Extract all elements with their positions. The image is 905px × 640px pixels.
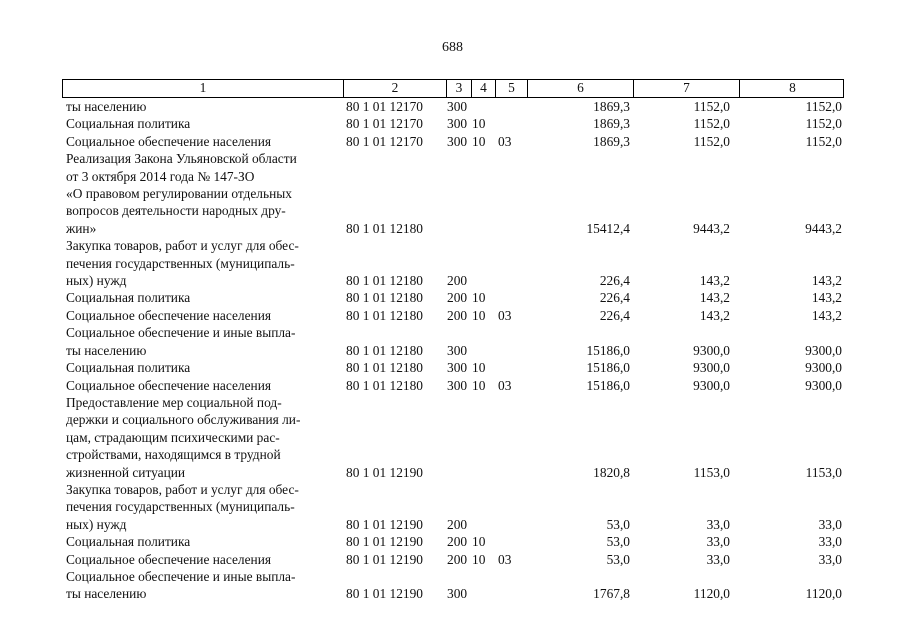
row-value-col8: 143,2 xyxy=(811,290,842,306)
table-row xyxy=(62,133,844,150)
row-name: ты населению xyxy=(66,99,147,114)
row-section: 10 xyxy=(472,551,486,567)
row-section: 10 xyxy=(472,307,486,323)
row-expense-type: 200 xyxy=(447,534,468,550)
table-row xyxy=(62,359,844,376)
header-col-1: 1 xyxy=(199,80,207,95)
row-value-col6: 15186,0 xyxy=(586,342,630,358)
table-row xyxy=(62,324,844,359)
row-name: Социальное обеспечение и иные выпла- ты населению xyxy=(66,568,296,602)
row-name: Социальная политика xyxy=(66,116,191,132)
header-col-8: 8 xyxy=(739,80,845,97)
row-name: Закупка товаров, работ и услуг для обес- печения государственных (муниципаль- ных) нужд xyxy=(66,238,299,289)
table-row xyxy=(62,377,844,394)
row-value-col6: 1820,8 xyxy=(593,464,630,480)
row-value-col7: 33,0 xyxy=(706,516,730,532)
row-name: Социальное обеспечение населения xyxy=(66,133,272,149)
header-col-6: 6 xyxy=(527,80,633,97)
row-value-col6: 53,0 xyxy=(606,516,630,532)
header-col-7: 7 xyxy=(633,80,739,97)
row-value-col8: 1120,0 xyxy=(805,586,842,602)
row-value-col8: 33,0 xyxy=(818,551,842,567)
header-col-4: 4 xyxy=(471,80,495,97)
row-section: 10 xyxy=(472,116,486,132)
budget-table xyxy=(62,79,844,603)
row-value-col6: 53,0 xyxy=(606,534,630,550)
row-expense-type: 200 xyxy=(447,273,468,289)
table-row xyxy=(62,307,844,324)
row-value-col7: 9443,2 xyxy=(693,220,730,236)
row-subsection: 03 xyxy=(498,307,512,323)
row-code: 80 1 01 12170 xyxy=(346,99,423,114)
row-expense-type: 300 xyxy=(447,360,468,376)
row-value-col7: 33,0 xyxy=(706,551,730,567)
row-code: 80 1 01 12190 xyxy=(346,586,423,602)
row-expense-type: 200 xyxy=(447,516,468,532)
row-value-col7: 9300,0 xyxy=(693,377,730,393)
table-row xyxy=(62,237,844,289)
row-code: 80 1 01 12190 xyxy=(346,464,423,480)
row-value-col8: 33,0 xyxy=(818,534,842,550)
row-name: Предоставление мер социальной под- держки и социального обслуживания ли- цам, страдающим психическими рас- стройствами, находящимся в трудной жизненной ситуации xyxy=(66,394,301,480)
row-subsection: 03 xyxy=(498,551,512,567)
row-code: 80 1 01 12180 xyxy=(346,307,423,323)
row-value-col8: 33,0 xyxy=(818,516,842,532)
row-section: 10 xyxy=(472,133,486,149)
row-section: 10 xyxy=(472,290,486,306)
row-value-col6: 226,4 xyxy=(599,273,630,289)
row-value-col7: 9300,0 xyxy=(693,342,730,358)
row-value-col6: 15412,4 xyxy=(586,220,630,236)
row-code: 80 1 01 12180 xyxy=(346,290,423,306)
row-code: 80 1 01 12180 xyxy=(346,342,423,358)
row-value-col7: 33,0 xyxy=(706,534,730,550)
row-value-col7: 143,2 xyxy=(699,273,730,289)
row-code: 80 1 01 12190 xyxy=(346,516,423,532)
table-row xyxy=(62,150,844,237)
row-subsection: 03 xyxy=(498,133,512,149)
row-value-col6: 226,4 xyxy=(599,290,630,306)
row-expense-type: 200 xyxy=(447,307,468,323)
row-value-col6: 1869,3 xyxy=(593,116,630,132)
row-value-col6: 15186,0 xyxy=(586,360,630,376)
table-row xyxy=(62,289,844,306)
row-value-col8: 9300,0 xyxy=(805,342,842,358)
table-row xyxy=(62,394,844,481)
row-value-col7: 143,2 xyxy=(699,307,730,323)
row-value-col6: 226,4 xyxy=(599,307,630,323)
row-value-col7: 1153,0 xyxy=(693,464,730,480)
table-row xyxy=(62,115,844,132)
row-expense-type: 300 xyxy=(447,99,468,114)
row-name: Социальная политика xyxy=(66,290,191,306)
row-value-col8: 9300,0 xyxy=(805,377,842,393)
row-value-col8: 1152,0 xyxy=(805,99,842,114)
row-value-col6: 15186,0 xyxy=(586,377,630,393)
row-expense-type: 300 xyxy=(447,133,468,149)
table-row xyxy=(62,551,844,568)
row-value-col6: 1767,8 xyxy=(593,586,630,602)
row-value-col7: 1152,0 xyxy=(693,133,730,149)
page-number: 688 xyxy=(442,40,463,55)
row-value-col8: 143,2 xyxy=(811,307,842,323)
row-name: Социальное обеспечение населения xyxy=(66,307,272,323)
row-value-col8: 9443,2 xyxy=(805,220,842,236)
row-value-col8: 1153,0 xyxy=(805,464,842,480)
row-value-col7: 143,2 xyxy=(699,290,730,306)
row-expense-type: 200 xyxy=(447,551,468,567)
row-section: 10 xyxy=(472,360,486,376)
header-col-5: 5 xyxy=(495,80,527,97)
header-col-3: 3 xyxy=(446,80,471,97)
row-name: Социальное обеспечение населения xyxy=(66,377,272,393)
row-value-col7: 1152,0 xyxy=(693,99,730,114)
row-subsection: 03 xyxy=(498,377,512,393)
row-expense-type: 300 xyxy=(447,586,468,602)
table-header xyxy=(62,79,844,98)
row-name: Социальное обеспечение и иные выпла- ты населению xyxy=(66,325,296,358)
row-code: 80 1 01 12170 xyxy=(346,116,423,132)
table-body xyxy=(62,98,844,603)
table-row xyxy=(62,98,844,115)
row-value-col7: 1152,0 xyxy=(693,116,730,132)
row-code: 80 1 01 12180 xyxy=(346,273,423,289)
row-section: 10 xyxy=(472,534,486,550)
table-row xyxy=(62,568,844,603)
row-expense-type: 200 xyxy=(447,290,468,306)
row-code: 80 1 01 12190 xyxy=(346,534,423,550)
row-value-col8: 9300,0 xyxy=(805,360,842,376)
row-name: Социальная политика xyxy=(66,360,191,376)
row-value-col7: 1120,0 xyxy=(693,586,730,602)
row-section: 10 xyxy=(472,377,486,393)
row-value-col6: 53,0 xyxy=(606,551,630,567)
row-value-col6: 1869,3 xyxy=(593,99,630,114)
row-name: Реализация Закона Ульяновской области от 3 октября 2014 года № 147-ЗО «О правовом регулировании отдельных вопросов деятельности народных дру- жин» xyxy=(66,151,297,236)
row-code: 80 1 01 12180 xyxy=(346,377,423,393)
row-name: Социальное обеспечение населения xyxy=(66,551,272,567)
row-name: Социальная политика xyxy=(66,534,191,550)
table-row xyxy=(62,481,844,533)
row-code: 80 1 01 12180 xyxy=(346,220,423,236)
row-code: 80 1 01 12190 xyxy=(346,551,423,567)
row-value-col6: 1869,3 xyxy=(593,133,630,149)
row-value-col8: 143,2 xyxy=(811,273,842,289)
row-value-col8: 1152,0 xyxy=(805,116,842,132)
row-code: 80 1 01 12170 xyxy=(346,133,423,149)
row-name: Закупка товаров, работ и услуг для обес- печения государственных (муниципаль- ных) нужд xyxy=(66,481,299,532)
row-expense-type: 300 xyxy=(447,342,468,358)
row-value-col8: 1152,0 xyxy=(805,133,842,149)
row-expense-type: 300 xyxy=(447,116,468,132)
table-row xyxy=(62,533,844,550)
row-code: 80 1 01 12180 xyxy=(346,360,423,376)
header-col-2: 2 xyxy=(343,80,446,97)
row-expense-type: 300 xyxy=(447,377,468,393)
row-value-col7: 9300,0 xyxy=(693,360,730,376)
